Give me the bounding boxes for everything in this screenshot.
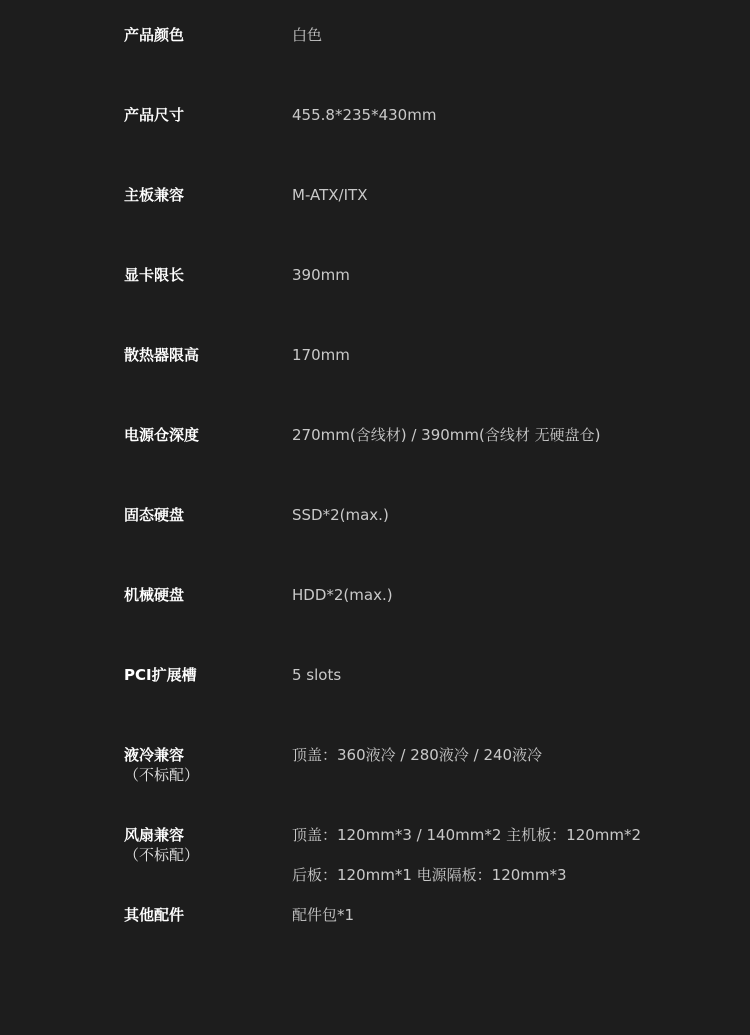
spec-label-fans-text: 风扇兼容: [124, 826, 185, 844]
spec-value-size: 455.8*235*430mm: [292, 106, 437, 124]
spec-label-hdd: 机械硬盘: [124, 586, 185, 604]
spec-label-pci-slots: PCI扩展槽: [124, 666, 197, 684]
spec-label-cooler-height: 散热器限高: [124, 346, 200, 364]
spec-label-psu-depth: 电源仓深度: [124, 426, 200, 444]
spec-value-fans-line-2: 后板：120mm*1 电源隔板：120mm*3: [292, 866, 567, 884]
spec-label-gpu-length: 显卡限长: [124, 266, 185, 284]
spec-value-fans-line-1: 顶盖：120mm*3 / 140mm*2 主机板：120mm*2: [292, 826, 642, 844]
spec-label-fans-note: （不标配）: [124, 846, 200, 864]
spec-label-accessories: 其他配件: [124, 906, 185, 924]
spec-value-gpu-length: 390mm: [292, 266, 350, 284]
spec-label-motherboard: 主板兼容: [124, 186, 185, 204]
spec-value-liquid-cooling: 顶盖：360液冷 / 280液冷 / 240液冷: [292, 746, 543, 764]
spec-value-color: 白色: [292, 26, 323, 44]
spec-value-ssd: SSD*2(max.): [292, 506, 389, 524]
spec-value-psu-depth: 270mm(含线材) / 390mm(含线材 无硬盘仓): [292, 426, 601, 444]
spec-value-motherboard: M-ATX/ITX: [292, 186, 368, 204]
spec-value-accessories: 配件包*1: [292, 906, 355, 924]
spec-label-fans: [124, 825, 284, 865]
spec-label-size: 产品尺寸: [124, 106, 185, 124]
spec-label-liquid-cooling: [124, 745, 284, 785]
spec-label-liquid-cooling-note: （不标配）: [124, 766, 200, 784]
spec-value-cooler-height: 170mm: [292, 346, 350, 364]
spec-value-pci-slots: 5 slots: [292, 666, 342, 684]
spec-label-liquid-cooling-text: 液冷兼容: [124, 746, 185, 764]
spec-value-hdd: HDD*2(max.): [292, 586, 393, 604]
spec-label-color: 产品颜色: [124, 26, 185, 44]
spec-label-ssd: 固态硬盘: [124, 506, 185, 524]
